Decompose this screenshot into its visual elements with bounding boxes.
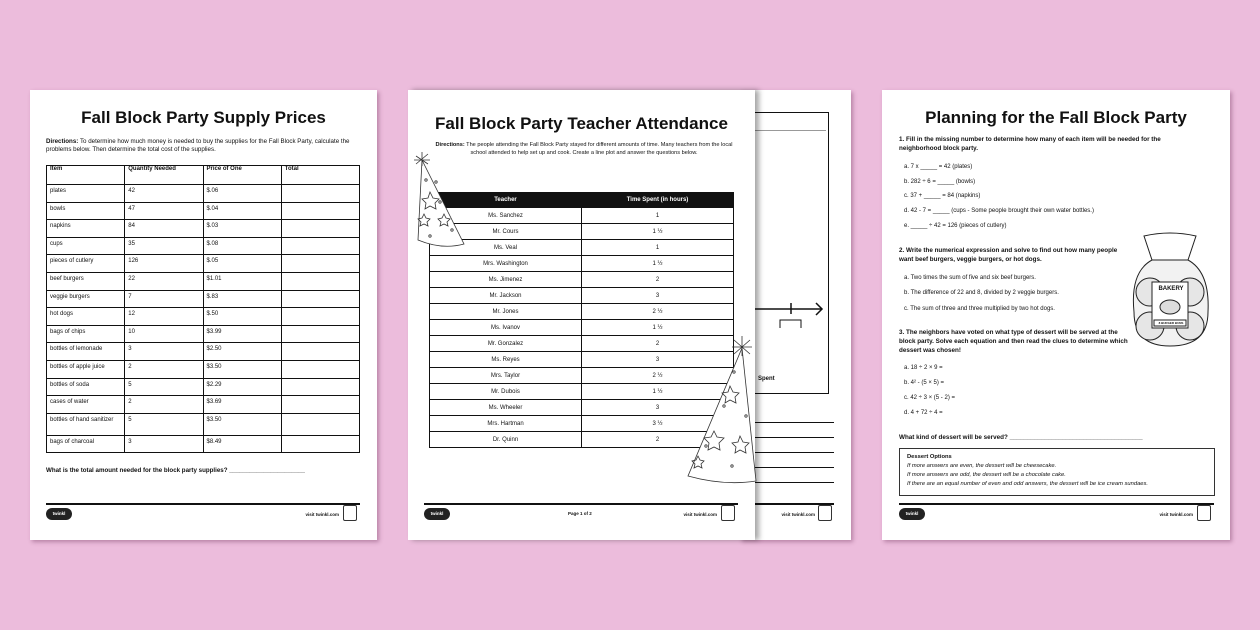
quality-badge-icon: [1197, 505, 1211, 521]
table-cell: bottles of lemonade: [47, 343, 125, 361]
table-row: [47, 435, 360, 453]
column-header: Teacher: [430, 193, 582, 208]
table-cell: bottles of soda: [47, 378, 125, 396]
table-row: [47, 343, 360, 361]
table-row: [430, 320, 734, 336]
footer-divider: [424, 503, 738, 505]
table-cell: veggie burgers: [47, 290, 125, 308]
twinkl-logo: twinkl: [899, 508, 925, 520]
table-cell: [281, 308, 359, 326]
table-row: [430, 272, 734, 288]
question-2: 2. Write the numerical expression and solve to find out how many people want beef burgers, veggie burgers, or hot dogs.: [899, 247, 1118, 263]
table-cell: Mrs. Washington: [430, 256, 582, 272]
question-item: a. Two times the sum of five and six beef burgers.: [904, 275, 1036, 281]
question-3: 3. The neighbors have voted on what type of dessert will be served at the block party. Solve each equation and then read the clues to determine which dessert was chosen!: [899, 329, 1128, 354]
table-cell: $.06: [203, 185, 281, 203]
table-cell: Mr. Cours: [430, 224, 582, 240]
dessert-question: What kind of dessert will be served? ______________________________________: [899, 434, 1143, 441]
directions: [434, 142, 734, 157]
footer-url: visit twinkl.com: [305, 512, 339, 517]
table-cell: [281, 343, 359, 361]
table-cell: $2.50: [203, 343, 281, 361]
table-row: [430, 304, 734, 320]
teacher-attendance-page: [408, 90, 755, 540]
directions: [46, 138, 356, 154]
table-cell: 3 ½: [582, 416, 734, 432]
burger-buns-bag-icon: [1130, 232, 1212, 352]
table-row: [47, 220, 360, 238]
table-cell: Ms. Jimenez: [430, 272, 582, 288]
question-1: 1. Fill in the missing number to determine how many of each item will be needed for the neighborhood block party.: [899, 136, 1161, 152]
column-header: Time Spent (in hours): [582, 193, 734, 208]
table-cell: cases of water: [47, 396, 125, 414]
table-cell: $3.69: [203, 396, 281, 414]
total-question: What is the total amount needed for the block party supplies? ______________________: [46, 467, 305, 474]
table-cell: plates: [47, 185, 125, 203]
table-cell: [281, 255, 359, 273]
question-item: b. 4² - (5 × 5) =: [904, 380, 945, 386]
table-cell: hot dogs: [47, 308, 125, 326]
table-cell: napkins: [47, 220, 125, 238]
table-cell: 1: [582, 208, 734, 224]
footer-divider: [899, 503, 1214, 505]
question-item: d. 4 + 72 ÷ 4 =: [904, 410, 943, 416]
table-cell: 2 ½: [582, 304, 734, 320]
table-row: [430, 208, 734, 224]
table-cell: 2 ½: [582, 368, 734, 384]
table-cell: 2: [582, 336, 734, 352]
table-cell: 84: [125, 220, 203, 238]
table-row: [47, 308, 360, 326]
party-hat-icon: [684, 336, 760, 486]
table-cell: $8.49: [203, 435, 281, 453]
column-header: Price of One: [203, 166, 281, 185]
table-cell: [281, 396, 359, 414]
table-cell: 126: [125, 255, 203, 273]
table-cell: $3.50: [203, 360, 281, 378]
table-cell: 2: [582, 432, 734, 448]
table-cell: [281, 290, 359, 308]
table-row: [430, 240, 734, 256]
table-cell: bottles of hand sanitizer: [47, 413, 125, 435]
table-cell: $.05: [203, 255, 281, 273]
table-cell: Ms. Ivanov: [430, 320, 582, 336]
table-cell: 7: [125, 290, 203, 308]
table-cell: 2: [125, 360, 203, 378]
table-cell: $2.29: [203, 378, 281, 396]
table-row: [47, 202, 360, 220]
page-number: Page 1 of 2: [568, 511, 592, 516]
twinkl-logo: twinkl: [424, 508, 450, 520]
table-cell: Mr. Jackson: [430, 288, 582, 304]
question-item: c. 37 + _____ = 84 (napkins): [904, 193, 981, 200]
table-row: [47, 272, 360, 290]
table-cell: Mrs. Hartman: [430, 416, 582, 432]
table-cell: 12: [125, 308, 203, 326]
planning-page: [882, 90, 1230, 540]
dessert-option: If more answers are odd, the dessert will be a chocolate cake.: [907, 472, 1066, 478]
supply-table: [46, 165, 360, 453]
directions-text: The people attending the Fall Block Party stayed for different amounts of time. Many teachers from the local school attended to help set up and cook. Create a line plot and answer the questions below.: [466, 142, 733, 156]
table-header-row: [47, 166, 360, 185]
table-cell: [281, 202, 359, 220]
page-title: Fall Block Party Supply Prices: [81, 108, 326, 127]
quality-badge-icon: [721, 505, 735, 521]
table-row: [47, 237, 360, 255]
table-cell: $3.50: [203, 413, 281, 435]
question-item: a. 7 x _____ = 42 (plates): [904, 164, 973, 170]
table-cell: [281, 272, 359, 290]
table-cell: 3: [125, 343, 203, 361]
table-cell: 1 ½: [582, 384, 734, 400]
question-item: d. 42 - 7 = _____ (cups - Some people brought their own water bottles.): [904, 208, 1094, 215]
table-cell: pieces of cutlery: [47, 255, 125, 273]
table-cell: [281, 325, 359, 343]
directions-label: Directions:: [46, 138, 79, 145]
table-cell: $.03: [203, 220, 281, 238]
page-title: Planning for the Fall Block Party: [925, 108, 1187, 127]
table-cell: [281, 435, 359, 453]
table-cell: bags of chips: [47, 325, 125, 343]
table-cell: Ms. Veal: [430, 240, 582, 256]
table-cell: 1 ½: [582, 320, 734, 336]
table-cell: 3: [582, 288, 734, 304]
table-cell: beef burgers: [47, 272, 125, 290]
dessert-option: If there are an equal number of even and odd answers, the dessert will be ice cream sundaes.: [907, 481, 1149, 487]
table-cell: Mr. Dubois: [430, 384, 582, 400]
party-hat-icon: [412, 152, 468, 250]
table-cell: $.83: [203, 290, 281, 308]
table-row: [47, 396, 360, 414]
table-cell: cups: [47, 237, 125, 255]
dessert-options-box: [899, 448, 1215, 496]
table-cell: $1.01: [203, 272, 281, 290]
twinkl-logo: twinkl: [46, 508, 72, 520]
question-item: b. The difference of 22 and 8, divided by 2 veggie burgers.: [904, 290, 1059, 297]
bakery-label: BAKERY: [1158, 286, 1184, 292]
table-row: [47, 255, 360, 273]
table-cell: Dr. Quinn: [430, 432, 582, 448]
directions-text: To determine how much money is needed to buy the supplies for the Fall Block Party, calculate the problems below. Then determine the total cost of the supplies.: [46, 138, 350, 153]
column-header: Quantity Needed: [125, 166, 203, 185]
table-cell: Ms. Wheeler: [430, 400, 582, 416]
table-cell: 42: [125, 185, 203, 203]
table-cell: [281, 360, 359, 378]
question-item: e. _____ ÷ 42 = 126 (pieces of cutlery): [904, 222, 1007, 229]
footer-url: visit twinkl.com: [781, 512, 815, 517]
footer-divider: [46, 503, 360, 505]
table-header-row: [430, 193, 734, 208]
table-cell: 22: [125, 272, 203, 290]
table-cell: 3: [125, 435, 203, 453]
question-item: c. 42 ÷ 3 × (5 - 2) =: [904, 395, 955, 401]
table-cell: 47: [125, 202, 203, 220]
quality-badge-icon: [818, 505, 832, 521]
supply-prices-page: [30, 90, 377, 540]
directions-label: Directions:: [435, 142, 465, 148]
dessert-option: If more answers are even, the dessert will be cheesecake.: [907, 463, 1057, 469]
table-cell: 35: [125, 237, 203, 255]
table-cell: bowls: [47, 202, 125, 220]
table-cell: 1 ½: [582, 224, 734, 240]
dessert-options-title: Dessert Options: [907, 454, 952, 460]
table-row: [430, 256, 734, 272]
table-cell: [281, 378, 359, 396]
table-cell: 3: [582, 352, 734, 368]
table-row: [430, 224, 734, 240]
table-cell: [281, 237, 359, 255]
column-header: Total: [281, 166, 359, 185]
quality-badge-icon: [343, 505, 357, 521]
table-cell: 1 ½: [582, 256, 734, 272]
table-row: [47, 325, 360, 343]
question-item: c. The sum of three and three multiplied by two hot dogs.: [904, 305, 1055, 312]
table-cell: Mrs. Taylor: [430, 368, 582, 384]
table-row: [47, 185, 360, 203]
column-header: Item: [47, 166, 125, 185]
table-cell: Mr. Jones: [430, 304, 582, 320]
table-cell: 2: [125, 396, 203, 414]
table-cell: 10: [125, 325, 203, 343]
table-cell: 3: [582, 400, 734, 416]
table-cell: 5: [125, 378, 203, 396]
axis-label: Spent: [758, 376, 775, 382]
table-cell: $3.99: [203, 325, 281, 343]
table-cell: bottles of apple juice: [47, 360, 125, 378]
table-cell: $.50: [203, 308, 281, 326]
table-row: [47, 378, 360, 396]
table-cell: Ms. Reyes: [430, 352, 582, 368]
table-row: [47, 413, 360, 435]
question-item: b. 282 ÷ 6 = _____ (bowls): [904, 178, 976, 185]
table-row: [47, 290, 360, 308]
table-cell: 1: [582, 240, 734, 256]
table-cell: [281, 185, 359, 203]
table-cell: bags of charcoal: [47, 435, 125, 453]
table-row: [430, 288, 734, 304]
table-cell: $.04: [203, 202, 281, 220]
table-row: [47, 360, 360, 378]
bakery-sub-label: 8 BURGER BUNS: [1158, 321, 1184, 325]
table-cell: 5: [125, 413, 203, 435]
table-cell: $.08: [203, 237, 281, 255]
page-title: Fall Block Party Teacher Attendance: [435, 114, 728, 133]
table-cell: Mr. Gonzalez: [430, 336, 582, 352]
table-cell: [281, 413, 359, 435]
table-cell: 2: [582, 272, 734, 288]
question-item: a. 18 ÷ 2 × 9 =: [904, 365, 943, 371]
table-cell: [281, 220, 359, 238]
table-cell: Ms. Sanchez: [430, 208, 582, 224]
footer-url: visit twinkl.com: [1159, 512, 1193, 517]
footer-url: visit twinkl.com: [683, 512, 717, 517]
